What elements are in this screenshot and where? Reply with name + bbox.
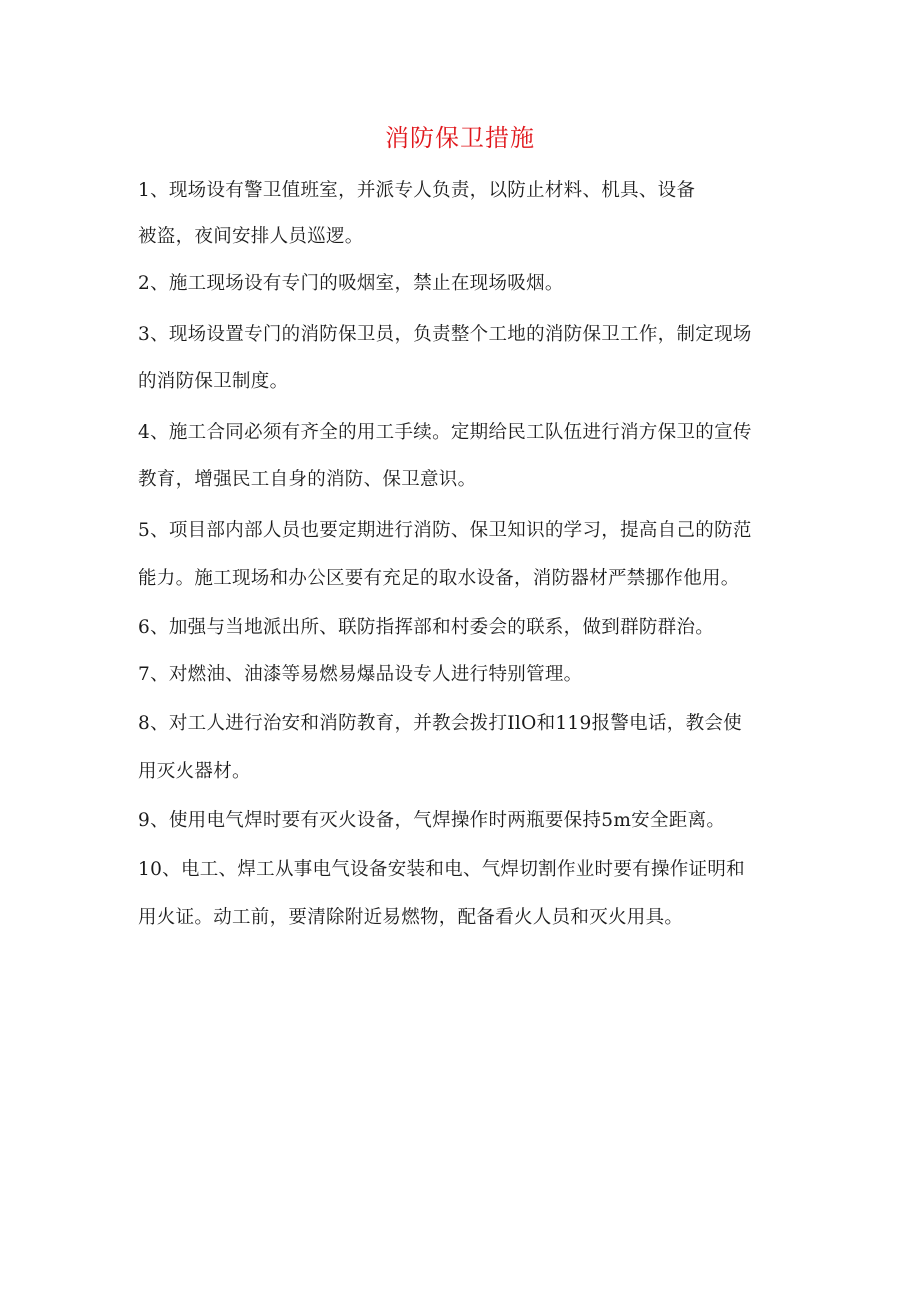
text-line: 被盗，夜间安排人员巡逻。 [138, 226, 364, 247]
text-line: 用火证。动工前，要清除附近易燃物，配备看火人员和灭火用具。 [138, 907, 684, 928]
text-line: 用灭火器材。 [138, 761, 251, 782]
text-line: 能力。施工现场和办公区要有充足的取水设备，消防器材严禁挪作他用。 [138, 568, 740, 589]
text-line: 10、电工、焊工从事电气设备安装和电、气焊切割作业时要有操作证明和 [138, 859, 745, 880]
text-line: 4、施工合同必须有齐全的用工手续。定期给民工队伍进行消方保卫的宣传 [138, 422, 752, 443]
text-line: 7、对燃油、油漆等易燃易爆品设专人进行特别管理。 [138, 664, 583, 685]
text-line: 5、项目部内部人员也要定期进行消防、保卫知识的学习，提高自己的防范 [138, 520, 752, 541]
document-title: 消防保卫措施 [385, 124, 535, 152]
text-line: 2、施工现场设有专门的吸烟室，禁止在现场吸烟。 [138, 273, 564, 294]
text-line: 的消防保卫制度。 [138, 371, 289, 392]
text-line: 8、对工人进行治安和消防教育，并教会拨打IlO和119报警电话，教会使 [138, 713, 742, 734]
text-line: 教育，增强民工自身的消防、保卫意识。 [138, 469, 477, 490]
text-line: 6、加强与当地派出所、联防指挥部和村委会的联系，做到群防群治。 [138, 617, 715, 638]
text-line: 9、使用电气焊时要有灭火设备，气焊操作时两瓶要保持5m安全距离。 [138, 810, 726, 831]
text-line: 3、现场设置专门的消防保卫员，负责整个工地的消防保卫工作，制定现场 [138, 324, 752, 345]
text-line: 1、现场设有警卫值班室，并派专人负责，以防止材料、机具、设备 [138, 180, 696, 201]
